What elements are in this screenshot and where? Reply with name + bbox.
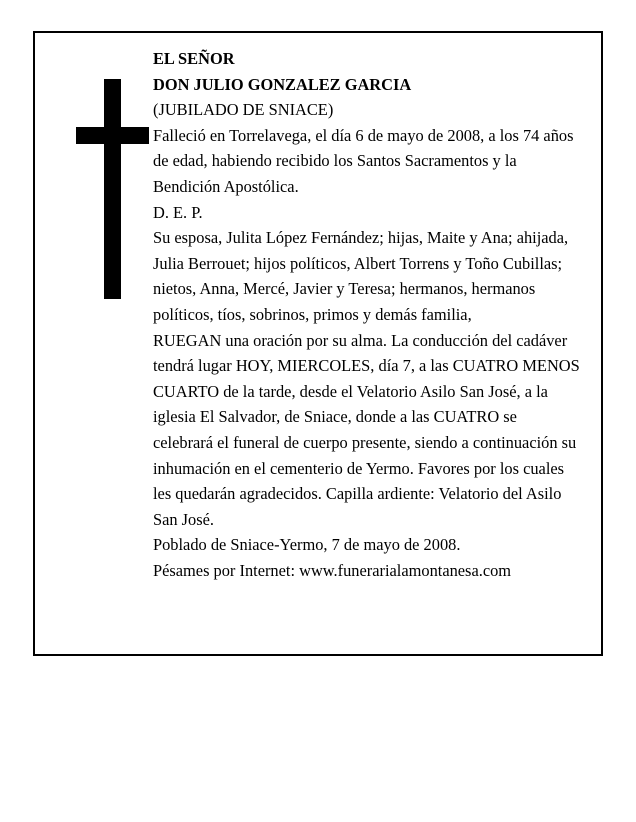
occupation-line: (JUBILADO DE SNIACE) [153, 100, 334, 120]
honorific-line: EL SEÑOR [153, 49, 235, 68]
place-and-date: Poblado de Sniace-Yermo, 7 de mayo de 2008. [153, 535, 461, 555]
death-statement: Falleció en Torrelavega, el día 6 de mayo de 2008, a los 74 años de edad, habiendo recibido los Santos Sacramentos y la Bendición Apostólica. [153, 125, 574, 196]
cross-horizontal-bar [76, 127, 149, 144]
obituary-text-block [153, 46, 581, 583]
family-list: Su esposa, Julita López Fernández; hijas, Maite y Ana; ahijada, Julia Berrouet; hijos políticos, Albert Torrens y Toño Cubillas; nietos, Anna, Mercé, Javier y Teresa; hermanos, hermanos políticos, tíos, sobrinos, primos y demás familia, [153, 228, 569, 324]
obituary-notice-card [33, 31, 603, 656]
cross-vertical-bar [104, 79, 121, 299]
deceased-name: DON JULIO GONZALEZ GARCIA [153, 74, 412, 94]
rest-in-peace-line: D. E. P. [153, 202, 203, 222]
funeral-request: RUEGAN una oración por su alma. La conducción del cadáver tendrá lugar HOY, MIERCOLES, día 7, a las CUATRO MENOS CUARTO de la tarde, desde el Velatorio Asilo San José, a la iglesia El Salvador, de Sniace, donde a las CUATRO se celebrará el funeral de cuerpo presente, siendo a continuación su inhumación en el cementerio de Yermo. Favores por los cuales les quedarán agradecidos. Capilla ardiente: Velatorio del Asilo San José. [153, 330, 580, 529]
latin-cross-icon [55, 51, 165, 311]
condolences-line: Pésames por Internet: www.funerarialamontanesa.com [153, 560, 512, 580]
